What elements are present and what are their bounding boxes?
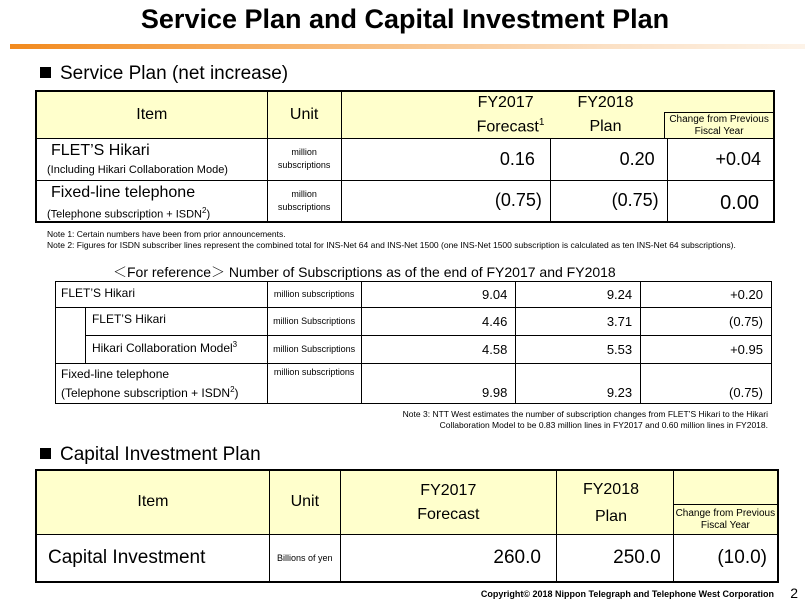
ref-fy2018: 5.53	[516, 336, 641, 364]
ref-fy2018: 9.23	[516, 364, 641, 404]
ref-item: FLET’S Hikari	[56, 282, 268, 308]
row-unit: million subscriptions	[267, 138, 341, 180]
header-item: Item	[36, 91, 267, 138]
ref-unit: million Subscriptions	[267, 336, 361, 364]
note-1: Note 1: Certain numbers have been from prior announcements.	[47, 229, 286, 239]
ref-fy2017: 4.46	[361, 308, 516, 336]
ref-change: +0.20	[641, 282, 772, 308]
table-row	[56, 282, 772, 308]
table-header-row	[36, 91, 774, 138]
square-bullet-icon	[40, 67, 51, 78]
header-fy2017: FY2017 Forecast$^1$	[341, 91, 550, 138]
ref-fy2017: 9.04	[361, 282, 516, 308]
page-title: Service Plan and Capital Investment Plan	[140, 4, 670, 34]
row-change: 0.00	[667, 180, 774, 222]
row-change: +0.04	[667, 138, 774, 180]
ref-unit: million Subscriptions	[267, 308, 361, 336]
ref-fy2018: 9.24	[516, 282, 641, 308]
reference-heading: ＜For reference＞ Number of Subscriptions as of the end of FY2017 and FY2018	[113, 264, 616, 280]
row-unit: million subscriptions	[267, 180, 341, 222]
row-change: (10.0)	[673, 534, 778, 582]
table-row	[56, 364, 772, 404]
ref-fy2018: 3.71	[516, 308, 641, 336]
ref-change: (0.75)	[641, 364, 772, 404]
capital-plan-heading: Capital Investment Plan	[40, 444, 261, 466]
header-fy2017: FY2017 Forecast	[340, 470, 556, 534]
table-row	[36, 180, 774, 222]
header-change: Change from Previous Fiscal Year	[673, 470, 778, 534]
row-fy2017: 0.16	[341, 138, 550, 180]
header-unit: Unit	[269, 470, 340, 534]
row-item: Fixed-line telephone (Telephone subscription + $ISDN^2$)	[36, 180, 267, 222]
row-fy2017: (0.75)	[341, 180, 550, 222]
ref-fy2017: 4.58	[361, 336, 516, 364]
page-number: 2	[790, 585, 798, 601]
table-row	[36, 534, 778, 582]
capital-investment-table	[35, 469, 779, 583]
header-fy2018: FY2018 Plan	[556, 470, 673, 534]
row-unit: Billions of yen	[269, 534, 340, 582]
table-header-row	[36, 470, 778, 534]
ref-change: +0.95	[641, 336, 772, 364]
ref-unit: million subscriptions	[267, 364, 361, 404]
ref-item: Hikari Collaboration Model$^3$	[85, 336, 267, 364]
note-3-line-1: Note 3: NTT West estimates the number of subscription changes from FLET’S Hikari to the Hikari	[402, 409, 768, 419]
table-row	[36, 138, 774, 180]
indent-cell	[56, 308, 86, 364]
header-item: Item	[36, 470, 269, 534]
row-item: FLET’S Hikari (Including Hikari Collaboration Mode)	[36, 138, 267, 180]
table-row	[56, 336, 772, 364]
row-fy2018: 0.20	[550, 138, 667, 180]
table-row	[56, 308, 772, 336]
title-underline-bar	[10, 44, 805, 49]
header-unit: Unit	[267, 91, 341, 138]
note-3-line-2: Collaboration Model to be 0.83 million lines in FY2017 and 0.60 million lines in FY2018.	[439, 420, 768, 430]
header-change: Change from Previous Fiscal Year	[667, 91, 774, 138]
row-item: Capital Investment	[36, 534, 269, 582]
service-plan-table	[35, 90, 775, 223]
row-fy2017: 260.0	[340, 534, 556, 582]
row-fy2018: 250.0	[556, 534, 673, 582]
ref-change: (0.75)	[641, 308, 772, 336]
note-2: Note 2: Figures for ISDN subscriber lines represent the combined total for INS-Net 64 and INS-Net 1500 (one INS-Net 1500 subscription is calculated as ten INS-Net 64 subscriptions).	[47, 240, 736, 250]
ref-fy2017: 9.98	[361, 364, 516, 404]
row-fy2018: (0.75)	[550, 180, 667, 222]
copyright-footer: Copyright© 2018 Nippon Telegraph and Telephone West Corporation	[480, 589, 774, 599]
reference-table	[55, 281, 772, 404]
ref-item: FLET’S Hikari	[85, 308, 267, 336]
ref-unit: million subscriptions	[267, 282, 361, 308]
square-bullet-icon	[40, 448, 51, 459]
service-plan-heading: Service Plan (net increase)	[40, 63, 288, 85]
header-fy2018: FY2018 Plan	[550, 91, 667, 138]
ref-item: Fixed-line telephone (Telephone subscription + $ISDN^2$)	[56, 364, 268, 404]
